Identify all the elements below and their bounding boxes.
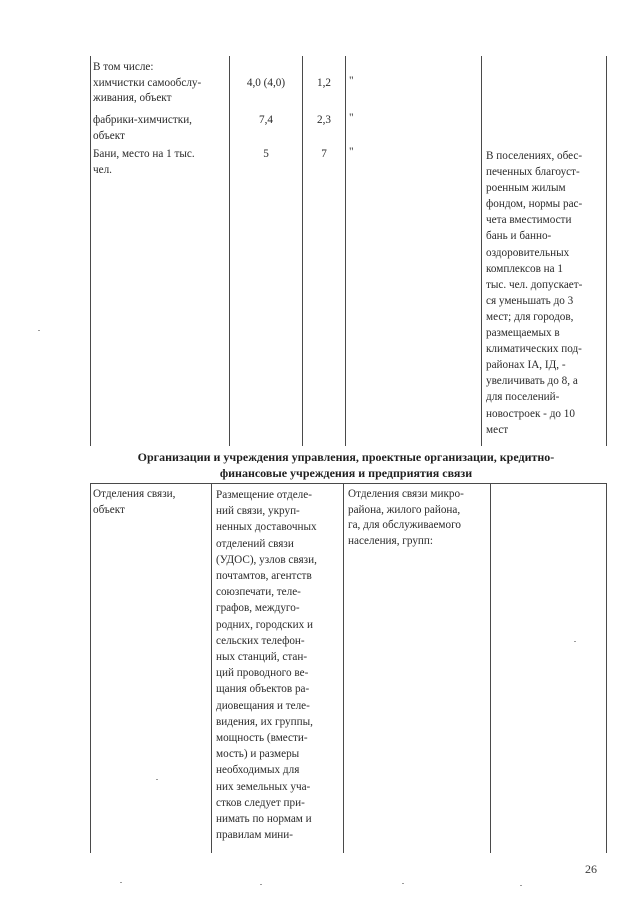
bottom-norm (348, 487, 464, 549)
scan-speck (520, 885, 522, 886)
text-line: нимать по нормам и (216, 813, 312, 826)
text-line: бань и банно- (486, 230, 552, 243)
text-line: увеличивать до 8, а (486, 375, 578, 388)
text-line: (УДОС), узлов связи, (216, 553, 317, 566)
text-line: химчистки самообслу- (93, 76, 202, 89)
text-line: объект (93, 503, 125, 516)
top-row-1-mark: " (349, 75, 354, 87)
bottom-description (216, 487, 317, 843)
text-line: населения, групп: (348, 534, 433, 547)
text-line: мощность (вмести- (216, 732, 308, 745)
text-line: графов, междуго- (216, 602, 300, 615)
text-line: роенным жилым (486, 182, 566, 195)
scan-speck (120, 882, 122, 883)
scan-speck (574, 641, 576, 642)
bottom-table-border (343, 483, 344, 853)
text-line: них земельных уча- (216, 780, 311, 793)
text-line: В том числе: (93, 61, 154, 73)
top-row-2-mark: " (349, 112, 354, 124)
section-title-line: финансовые учреждения и предприятия связи (219, 466, 473, 480)
bottom-table-border (90, 483, 91, 853)
text-line: ций проводного ве- (216, 667, 309, 680)
text-line: Размещение отделе- (216, 489, 312, 501)
bottom-table-border-right (606, 483, 607, 853)
section-title (92, 449, 600, 481)
text-line: правилам мини- (216, 829, 294, 842)
top-row-1-ratio: 1,2 (317, 77, 331, 89)
bottom-name (93, 487, 175, 518)
top-table-border (481, 56, 482, 446)
text-line: га, для обслуживаемого (348, 519, 462, 532)
text-line: фондом, нормы рас- (486, 198, 583, 211)
text-line: В поселениях, обес- (486, 150, 583, 162)
section-title-line: Организации и учреждения управления, проектные организации, кредитно- (137, 450, 555, 464)
text-line: районах IА, IД, - (486, 359, 566, 372)
text-line: климатических под- (486, 343, 582, 356)
text-line: ний связи, укруп- (216, 505, 300, 518)
top-row-1-value: 4,0 (4,0) (246, 77, 286, 89)
text-line: чел. (93, 163, 112, 176)
bottom-table-top-border (90, 483, 607, 484)
text-line: объект (93, 129, 125, 142)
text-line: района, жилого района, (348, 503, 461, 516)
text-line: мест (486, 423, 509, 436)
text-line: сельских телефон- (216, 634, 305, 647)
top-table-border-right (606, 56, 607, 446)
text-line: ных станций, стан- (216, 651, 308, 664)
scan-speck (38, 330, 40, 331)
top-table-border-left (90, 56, 91, 446)
page-number: 26 (585, 862, 597, 876)
text-line: диовещания и теле- (216, 699, 310, 712)
text-line: родних, городских и (216, 618, 313, 631)
text-line: оздоровительных (486, 246, 570, 259)
text-line: печенных благоуст- (486, 166, 580, 179)
text-line: фабрики-химчистки, (93, 114, 192, 126)
text-line: ся уменьшать до 3 (486, 294, 574, 307)
text-line: ненных доставочных (216, 521, 317, 534)
text-line: отделений связи (216, 537, 294, 550)
bottom-table-border (211, 483, 212, 853)
text-line: размещаемых в (486, 327, 560, 340)
top-row-3-note (486, 148, 582, 438)
text-line: союзпечати, теле- (216, 586, 301, 599)
text-line: почтамтов, агентств (216, 570, 312, 583)
text-line: Отделения связи, (93, 488, 176, 500)
text-line: чета вместимости (486, 214, 572, 227)
text-line: комплексов на 1 (486, 262, 564, 275)
scan-speck (156, 779, 158, 780)
text-line: Бани, место на 1 тыс. (93, 148, 195, 160)
top-row-2-value: 7,4 (259, 114, 273, 126)
top-row-1-name (93, 60, 201, 107)
text-line: для поселений- (486, 391, 560, 404)
text-line: мость) и размеры (216, 748, 300, 761)
top-row-3-ratio: 7 (321, 148, 327, 160)
scan-speck (260, 884, 262, 885)
top-row-2-name (93, 113, 192, 144)
text-line: стков следует при- (216, 796, 305, 809)
top-row-2-ratio: 2,3 (317, 114, 331, 126)
text-line: видения, их группы, (216, 715, 313, 728)
text-line: щания объектов ра- (216, 683, 310, 696)
top-table-border (345, 56, 346, 446)
text-line: Отделения связи микро- (348, 488, 464, 500)
text-line: мест; для городов, (486, 310, 574, 323)
top-row-3-mark: " (349, 146, 354, 158)
top-row-3-name (93, 147, 195, 178)
text-line: необходимых для (216, 764, 300, 777)
bottom-table-border (490, 483, 491, 853)
text-line: тыс. чел. допускает- (486, 278, 583, 291)
top-row-3-value: 5 (263, 148, 269, 160)
text-line: живания, объект (93, 92, 172, 105)
scan-speck (402, 883, 404, 884)
text-line: новостроек - до 10 (486, 407, 575, 420)
